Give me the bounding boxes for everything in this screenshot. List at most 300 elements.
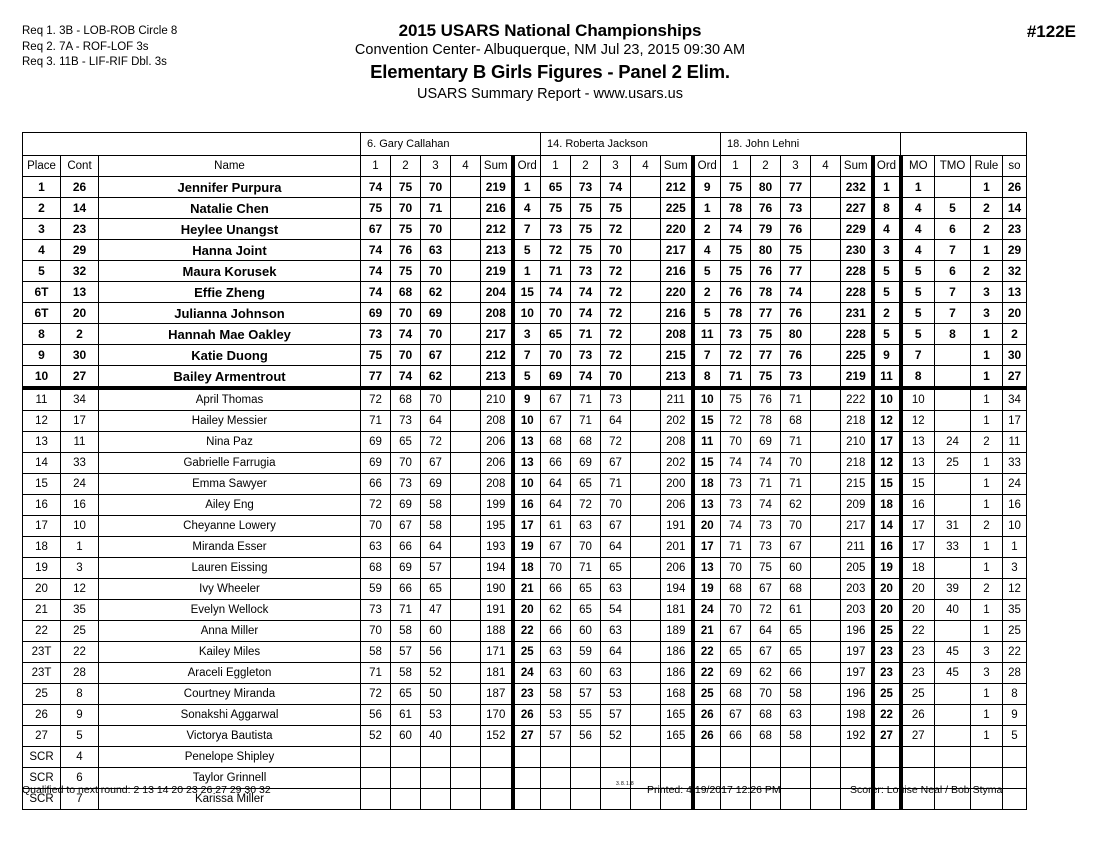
cell-j3-ord bbox=[873, 747, 901, 768]
cell-j3-score-2: 77 bbox=[751, 345, 781, 366]
cell-j3-score-4 bbox=[811, 789, 841, 810]
cell-j1-ord: 19 bbox=[513, 537, 541, 558]
cell-j3-score-3: 62 bbox=[781, 495, 811, 516]
cell-j3-ord: 18 bbox=[873, 495, 901, 516]
cell-name: Katie Duong bbox=[99, 345, 361, 366]
cell-place: 23T bbox=[23, 663, 61, 684]
cell-j3-score-4 bbox=[811, 388, 841, 411]
cell-j2-sum: 220 bbox=[661, 282, 693, 303]
cell-cont: 25 bbox=[61, 621, 99, 642]
cell-j2-ord: 5 bbox=[693, 261, 721, 282]
cell-tmo bbox=[935, 177, 971, 198]
cell-j2-ord: 26 bbox=[693, 705, 721, 726]
cell-cont: 12 bbox=[61, 579, 99, 600]
cell-j1-score-2 bbox=[391, 789, 421, 810]
cell-j3-score-3: 76 bbox=[781, 219, 811, 240]
cell-j1-score-1: 74 bbox=[361, 240, 391, 261]
cell-rule: 2 bbox=[971, 219, 1003, 240]
cell-tmo bbox=[935, 747, 971, 768]
cell-j3-score-4 bbox=[811, 303, 841, 324]
cell-mo: 10 bbox=[901, 388, 935, 411]
cell-mo: 4 bbox=[901, 219, 935, 240]
cell-j1-ord: 13 bbox=[513, 432, 541, 453]
cell-j2-score-2: 63 bbox=[571, 516, 601, 537]
cell-j1-sum: 213 bbox=[481, 366, 513, 389]
cell-cont: 32 bbox=[61, 261, 99, 282]
cell-j1-score-4 bbox=[451, 453, 481, 474]
cell-j2-score-4 bbox=[631, 432, 661, 453]
cell-j1-score-2: 61 bbox=[391, 705, 421, 726]
cell-j2-score-3: 63 bbox=[601, 579, 631, 600]
cell-mo: 13 bbox=[901, 432, 935, 453]
cell-tmo: 5 bbox=[935, 198, 971, 219]
cell-j3-score-2: 74 bbox=[751, 453, 781, 474]
cell-j2-score-1: 63 bbox=[541, 642, 571, 663]
cell-j1-score-2 bbox=[391, 747, 421, 768]
cell-rule: 1 bbox=[971, 684, 1003, 705]
cell-tmo: 7 bbox=[935, 303, 971, 324]
cell-j3-score-2: 64 bbox=[751, 621, 781, 642]
cell-j1-score-3: 40 bbox=[421, 726, 451, 747]
table-row bbox=[23, 621, 1027, 642]
cell-j1-score-4 bbox=[451, 642, 481, 663]
cell-j1-score-2: 75 bbox=[391, 261, 421, 282]
cell-cont: 35 bbox=[61, 600, 99, 621]
cell-so: 16 bbox=[1003, 495, 1027, 516]
cell-j3-ord: 16 bbox=[873, 537, 901, 558]
cell-j1-score-2: 58 bbox=[391, 621, 421, 642]
cell-j2-ord: 15 bbox=[693, 453, 721, 474]
cell-j3-score-2: 78 bbox=[751, 411, 781, 432]
cell-j2-score-1: 73 bbox=[541, 219, 571, 240]
cell-j1-ord: 7 bbox=[513, 345, 541, 366]
cell-j3-score-2 bbox=[751, 747, 781, 768]
cell-cont: 4 bbox=[61, 747, 99, 768]
cell-j1-score-4 bbox=[451, 663, 481, 684]
cell-so: 26 bbox=[1003, 177, 1027, 198]
cell-rule: 1 bbox=[971, 726, 1003, 747]
version-label: 3.8.1.8 bbox=[616, 781, 635, 787]
cell-j1-score-3: 69 bbox=[421, 474, 451, 495]
cell-j3-score-3: 76 bbox=[781, 303, 811, 324]
cell-j3-score-2: 79 bbox=[751, 219, 781, 240]
cell-j1-sum: 204 bbox=[481, 282, 513, 303]
cell-j1-sum: 195 bbox=[481, 516, 513, 537]
cell-j3-score-2: 80 bbox=[751, 177, 781, 198]
cell-rule bbox=[971, 747, 1003, 768]
cell-j1-score-1: 70 bbox=[361, 621, 391, 642]
cell-j2-score-1: 53 bbox=[541, 705, 571, 726]
cell-j1-score-3 bbox=[421, 768, 451, 789]
cell-j3-score-3: 63 bbox=[781, 705, 811, 726]
cell-j2-score-3: 72 bbox=[601, 219, 631, 240]
cell-name: Emma Sawyer bbox=[99, 474, 361, 495]
col-header-place: Place bbox=[23, 156, 61, 177]
cell-j3-sum bbox=[841, 747, 873, 768]
col-header-j2-sum: Sum bbox=[661, 156, 693, 177]
cell-cont: 22 bbox=[61, 642, 99, 663]
cell-j2-sum: 165 bbox=[661, 705, 693, 726]
cell-j2-sum: 181 bbox=[661, 600, 693, 621]
table-row bbox=[23, 726, 1027, 747]
cell-j3-sum: 203 bbox=[841, 600, 873, 621]
cell-j2-sum: 217 bbox=[661, 240, 693, 261]
cell-rule: 1 bbox=[971, 621, 1003, 642]
cell-j3-score-4 bbox=[811, 768, 841, 789]
cell-j1-score-1: 74 bbox=[361, 282, 391, 303]
cell-tmo: 39 bbox=[935, 579, 971, 600]
cell-j1-sum: 191 bbox=[481, 600, 513, 621]
cell-so: 9 bbox=[1003, 705, 1027, 726]
cell-so: 23 bbox=[1003, 219, 1027, 240]
cell-j2-ord: 8 bbox=[693, 366, 721, 389]
cell-rule: 1 bbox=[971, 600, 1003, 621]
cell-j1-score-2: 73 bbox=[391, 411, 421, 432]
table-row bbox=[23, 537, 1027, 558]
cell-j2-score-2: 75 bbox=[571, 198, 601, 219]
requirement-line-2: Req 2. 7A - ROF-LOF 3s bbox=[22, 40, 149, 53]
cell-so: 35 bbox=[1003, 600, 1027, 621]
cell-so bbox=[1003, 768, 1027, 789]
cell-j1-score-4 bbox=[451, 474, 481, 495]
cell-j1-ord bbox=[513, 768, 541, 789]
table-row bbox=[23, 324, 1027, 345]
cell-j2-score-3: 63 bbox=[601, 621, 631, 642]
cell-cont: 5 bbox=[61, 726, 99, 747]
cell-j2-sum: 208 bbox=[661, 432, 693, 453]
cell-j2-sum: 200 bbox=[661, 474, 693, 495]
cell-j2-sum: 206 bbox=[661, 495, 693, 516]
cell-j2-ord: 26 bbox=[693, 726, 721, 747]
cell-j2-score-1: 65 bbox=[541, 324, 571, 345]
cell-j1-score-2: 69 bbox=[391, 495, 421, 516]
cell-j1-score-1: 63 bbox=[361, 537, 391, 558]
cell-j2-score-4 bbox=[631, 663, 661, 684]
cell-j2-score-3: 67 bbox=[601, 516, 631, 537]
cell-j2-score-4 bbox=[631, 726, 661, 747]
cell-name: Araceli Eggleton bbox=[99, 663, 361, 684]
cell-tmo: 6 bbox=[935, 261, 971, 282]
report-subtitle: USARS Summary Report - www.usars.us bbox=[417, 86, 683, 102]
cell-j2-score-1: 64 bbox=[541, 474, 571, 495]
cell-cont: 8 bbox=[61, 684, 99, 705]
cell-tmo bbox=[935, 558, 971, 579]
cell-j3-ord: 25 bbox=[873, 621, 901, 642]
cell-cont: 34 bbox=[61, 388, 99, 411]
venue-line: Convention Center- Albuquerque, NM Jul 23, 2015 09:30 AM bbox=[354, 42, 746, 58]
cell-cont: 14 bbox=[61, 198, 99, 219]
table-row bbox=[23, 198, 1027, 219]
cell-j2-score-1: 61 bbox=[541, 516, 571, 537]
cell-j1-score-2: 70 bbox=[391, 303, 421, 324]
cell-cont: 27 bbox=[61, 366, 99, 389]
cell-j3-score-3: 71 bbox=[781, 388, 811, 411]
cell-name: Ivy Wheeler bbox=[99, 579, 361, 600]
cell-name: Evelyn Wellock bbox=[99, 600, 361, 621]
cell-tmo: 31 bbox=[935, 516, 971, 537]
qualified-list: Qualified to next round: 2 13 14 20 23 26 27 29 30 32 bbox=[22, 784, 271, 796]
cell-rule: 1 bbox=[971, 366, 1003, 389]
cell-mo: 25 bbox=[901, 684, 935, 705]
cell-j3-score-2: 73 bbox=[751, 516, 781, 537]
cell-j1-score-2: 66 bbox=[391, 579, 421, 600]
cell-so: 17 bbox=[1003, 411, 1027, 432]
cell-j1-score-2: 74 bbox=[391, 324, 421, 345]
cell-j2-score-4 bbox=[631, 177, 661, 198]
cell-j3-score-4 bbox=[811, 177, 841, 198]
cell-j3-score-3: 75 bbox=[781, 240, 811, 261]
cell-j3-score-2: 75 bbox=[751, 324, 781, 345]
cell-cont: 10 bbox=[61, 516, 99, 537]
cell-j2-score-1: 70 bbox=[541, 345, 571, 366]
cell-j3-sum: 205 bbox=[841, 558, 873, 579]
cell-mo bbox=[901, 747, 935, 768]
cell-j1-sum: 193 bbox=[481, 537, 513, 558]
cell-j3-sum: 197 bbox=[841, 642, 873, 663]
cell-j2-score-2: 65 bbox=[571, 579, 601, 600]
judge-band-spacer-right bbox=[901, 133, 1027, 156]
cell-j3-score-1: 74 bbox=[721, 453, 751, 474]
cell-j2-score-2: 73 bbox=[571, 177, 601, 198]
cell-so: 30 bbox=[1003, 345, 1027, 366]
cell-j1-score-3: 70 bbox=[421, 219, 451, 240]
cell-j2-score-2 bbox=[571, 768, 601, 789]
title-block bbox=[0, 20, 1100, 104]
col-header-j2-4: 4 bbox=[631, 156, 661, 177]
cell-j1-ord: 1 bbox=[513, 261, 541, 282]
cell-j1-score-3 bbox=[421, 747, 451, 768]
cell-j2-score-4 bbox=[631, 324, 661, 345]
cell-cont: 7 bbox=[61, 789, 99, 810]
cell-j1-score-1: 70 bbox=[361, 516, 391, 537]
cell-j3-ord: 17 bbox=[873, 432, 901, 453]
cell-name: Courtney Miranda bbox=[99, 684, 361, 705]
cell-j2-ord: 11 bbox=[693, 432, 721, 453]
cell-j1-sum: 206 bbox=[481, 453, 513, 474]
cell-j1-ord bbox=[513, 789, 541, 810]
cell-j2-sum bbox=[661, 747, 693, 768]
cell-j2-score-3: 72 bbox=[601, 345, 631, 366]
cell-j3-score-1: 78 bbox=[721, 303, 751, 324]
cell-j3-score-2: 70 bbox=[751, 684, 781, 705]
cell-name: Cheyanne Lowery bbox=[99, 516, 361, 537]
cell-so: 28 bbox=[1003, 663, 1027, 684]
cell-j1-score-3: 50 bbox=[421, 684, 451, 705]
cell-j2-score-1 bbox=[541, 789, 571, 810]
cell-so: 34 bbox=[1003, 388, 1027, 411]
cell-rule: 1 bbox=[971, 324, 1003, 345]
cell-j2-score-1: 63 bbox=[541, 663, 571, 684]
cell-j2-sum: 225 bbox=[661, 198, 693, 219]
cell-j3-score-2: 67 bbox=[751, 642, 781, 663]
cell-tmo: 40 bbox=[935, 600, 971, 621]
cell-so bbox=[1003, 789, 1027, 810]
cell-j2-score-2: 75 bbox=[571, 219, 601, 240]
cell-j1-score-3 bbox=[421, 789, 451, 810]
cell-j1-ord: 10 bbox=[513, 303, 541, 324]
cell-j3-score-3: 65 bbox=[781, 642, 811, 663]
cell-j3-score-3: 65 bbox=[781, 621, 811, 642]
col-header-j2-2: 2 bbox=[571, 156, 601, 177]
cell-j3-score-1: 73 bbox=[721, 474, 751, 495]
cell-j2-score-3: 74 bbox=[601, 177, 631, 198]
cell-j1-sum: 216 bbox=[481, 198, 513, 219]
col-header-j3-1: 1 bbox=[721, 156, 751, 177]
cell-j2-score-4 bbox=[631, 261, 661, 282]
cell-j2-sum: 216 bbox=[661, 303, 693, 324]
printed-label: Printed: 4/19/2017 12:26 PM bbox=[647, 784, 781, 796]
cell-j2-sum: 212 bbox=[661, 177, 693, 198]
cell-j3-score-4 bbox=[811, 579, 841, 600]
cell-cont: 29 bbox=[61, 240, 99, 261]
cell-j3-score-2: 74 bbox=[751, 495, 781, 516]
cell-j2-score-2: 72 bbox=[571, 495, 601, 516]
cell-j3-sum: 228 bbox=[841, 324, 873, 345]
cell-j3-score-4 bbox=[811, 432, 841, 453]
cell-j1-score-1: 72 bbox=[361, 388, 391, 411]
cell-j3-ord: 19 bbox=[873, 558, 901, 579]
cell-j2-score-3: 72 bbox=[601, 303, 631, 324]
cell-place: SCR bbox=[23, 789, 61, 810]
cell-j3-ord: 5 bbox=[873, 282, 901, 303]
col-header-j3-4: 4 bbox=[811, 156, 841, 177]
cell-j2-score-3 bbox=[601, 747, 631, 768]
cell-j1-score-4 bbox=[451, 705, 481, 726]
cell-j3-ord: 12 bbox=[873, 411, 901, 432]
cell-j2-score-4 bbox=[631, 558, 661, 579]
cell-j1-score-2: 58 bbox=[391, 663, 421, 684]
cell-j3-score-2: 71 bbox=[751, 474, 781, 495]
col-header-j1-1: 1 bbox=[361, 156, 391, 177]
cell-j1-score-2: 75 bbox=[391, 219, 421, 240]
table-row bbox=[23, 684, 1027, 705]
cell-j3-ord: 4 bbox=[873, 219, 901, 240]
cell-place: 9 bbox=[23, 345, 61, 366]
cell-j2-score-4 bbox=[631, 219, 661, 240]
cell-j2-score-3: 73 bbox=[601, 388, 631, 411]
cell-j3-score-1: 72 bbox=[721, 345, 751, 366]
col-header-j2-ord: Ord bbox=[693, 156, 721, 177]
cell-so: 3 bbox=[1003, 558, 1027, 579]
table-row bbox=[23, 516, 1027, 537]
cell-j2-score-4 bbox=[631, 579, 661, 600]
cell-j2-score-1: 66 bbox=[541, 453, 571, 474]
cell-name: Penelope Shipley bbox=[99, 747, 361, 768]
cell-cont: 33 bbox=[61, 453, 99, 474]
cell-j3-score-1: 66 bbox=[721, 726, 751, 747]
cell-j1-score-2: 70 bbox=[391, 198, 421, 219]
cell-j1-score-4 bbox=[451, 388, 481, 411]
cell-j2-score-3: 63 bbox=[601, 663, 631, 684]
cell-j3-sum: 222 bbox=[841, 388, 873, 411]
cell-j3-sum: 192 bbox=[841, 726, 873, 747]
cell-j3-sum: 225 bbox=[841, 345, 873, 366]
cell-j1-score-4 bbox=[451, 240, 481, 261]
cell-j2-score-2: 60 bbox=[571, 663, 601, 684]
cell-place: 6T bbox=[23, 282, 61, 303]
table-row bbox=[23, 474, 1027, 495]
cell-j1-score-3: 53 bbox=[421, 705, 451, 726]
cell-j2-score-3: 72 bbox=[601, 261, 631, 282]
cell-j3-score-4 bbox=[811, 474, 841, 495]
cell-so: 13 bbox=[1003, 282, 1027, 303]
table-row bbox=[23, 411, 1027, 432]
cell-j2-ord: 17 bbox=[693, 537, 721, 558]
cell-j3-score-4 bbox=[811, 516, 841, 537]
cell-place: 5 bbox=[23, 261, 61, 282]
cell-j2-score-3: 64 bbox=[601, 537, 631, 558]
cell-j2-score-4 bbox=[631, 474, 661, 495]
cell-j2-score-2: 75 bbox=[571, 240, 601, 261]
cell-j1-ord: 21 bbox=[513, 579, 541, 600]
table-row bbox=[23, 261, 1027, 282]
cell-j2-ord: 15 bbox=[693, 411, 721, 432]
cell-j2-score-1: 65 bbox=[541, 177, 571, 198]
cell-j3-score-3: 70 bbox=[781, 516, 811, 537]
cell-mo: 12 bbox=[901, 411, 935, 432]
cell-j2-score-4 bbox=[631, 366, 661, 389]
cell-so: 33 bbox=[1003, 453, 1027, 474]
cell-j1-score-4 bbox=[451, 432, 481, 453]
cell-j1-score-2 bbox=[391, 768, 421, 789]
cell-j2-sum: 206 bbox=[661, 558, 693, 579]
cell-j2-score-4 bbox=[631, 747, 661, 768]
cell-j3-score-3: 73 bbox=[781, 198, 811, 219]
cell-j1-score-2: 74 bbox=[391, 366, 421, 389]
cell-place: 19 bbox=[23, 558, 61, 579]
cell-j1-ord: 7 bbox=[513, 219, 541, 240]
cell-j1-score-4 bbox=[451, 579, 481, 600]
cell-rule: 1 bbox=[971, 240, 1003, 261]
cell-j3-ord: 15 bbox=[873, 474, 901, 495]
cell-j2-sum: 216 bbox=[661, 261, 693, 282]
col-header-j3-2: 2 bbox=[751, 156, 781, 177]
cell-j2-score-4 bbox=[631, 345, 661, 366]
cell-place: 17 bbox=[23, 516, 61, 537]
cell-j1-score-2: 73 bbox=[391, 474, 421, 495]
cell-name: Ailey Eng bbox=[99, 495, 361, 516]
cell-j1-sum: 208 bbox=[481, 411, 513, 432]
cell-j2-score-4 bbox=[631, 495, 661, 516]
cell-j2-score-4 bbox=[631, 516, 661, 537]
cell-name: Hailey Messier bbox=[99, 411, 361, 432]
cell-j1-score-3: 70 bbox=[421, 261, 451, 282]
cell-j1-ord: 24 bbox=[513, 663, 541, 684]
cell-j1-score-3: 62 bbox=[421, 366, 451, 389]
cell-j3-ord: 9 bbox=[873, 345, 901, 366]
cell-rule: 3 bbox=[971, 663, 1003, 684]
cell-j1-score-2: 60 bbox=[391, 726, 421, 747]
cell-j2-score-2: 60 bbox=[571, 621, 601, 642]
cell-rule: 2 bbox=[971, 261, 1003, 282]
cell-j1-score-4 bbox=[451, 516, 481, 537]
cell-j1-score-3: 72 bbox=[421, 432, 451, 453]
cell-j3-score-3: 70 bbox=[781, 453, 811, 474]
cell-j1-score-1: 71 bbox=[361, 663, 391, 684]
cell-j3-score-2: 75 bbox=[751, 366, 781, 389]
col-header-j2-3: 3 bbox=[601, 156, 631, 177]
cell-j3-score-3: 58 bbox=[781, 684, 811, 705]
cell-j3-ord: 22 bbox=[873, 705, 901, 726]
cell-j2-sum: 202 bbox=[661, 453, 693, 474]
cell-j2-score-2: 70 bbox=[571, 537, 601, 558]
cell-j1-sum: 213 bbox=[481, 240, 513, 261]
cell-j2-sum: 186 bbox=[661, 663, 693, 684]
cell-j1-sum: 170 bbox=[481, 705, 513, 726]
cell-j1-ord: 13 bbox=[513, 453, 541, 474]
cell-j3-score-3: 68 bbox=[781, 411, 811, 432]
cell-j1-sum: 212 bbox=[481, 219, 513, 240]
